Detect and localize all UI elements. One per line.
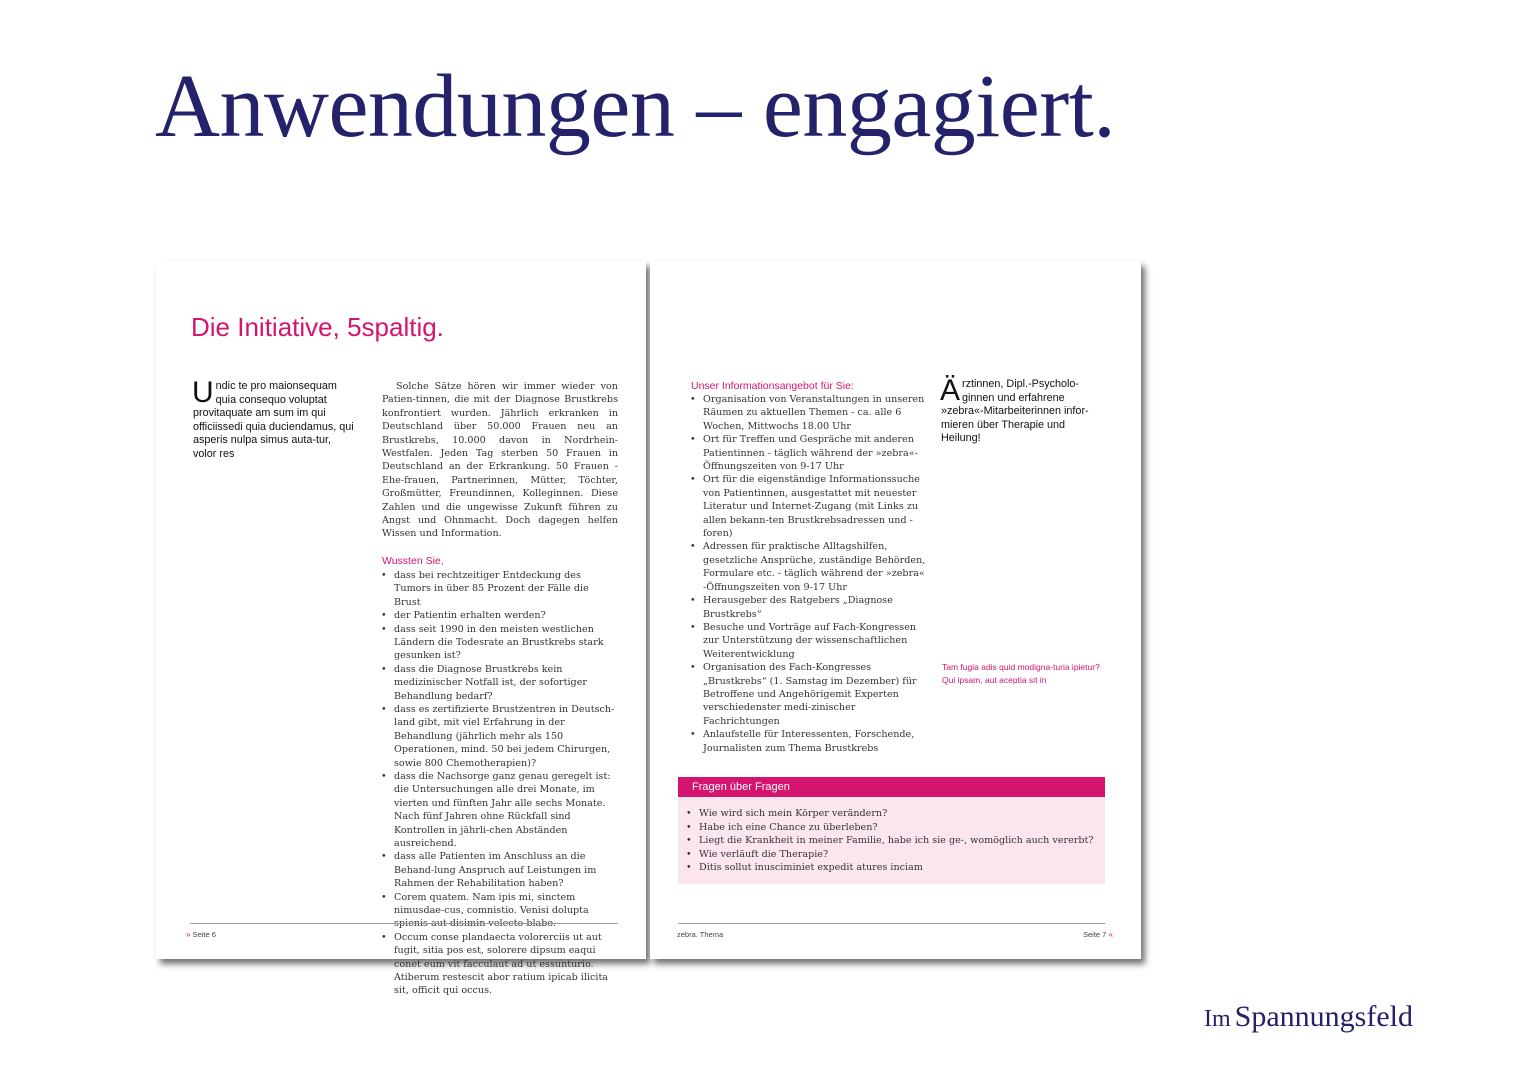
list-item: • dass es zertifizierte Brustzentren in Deutsch-land gibt, mit viel Erfahrung in der Behandlung (jährlich mehr als 150 Operationen, mind. 50 bei jedem Chirurgen, sowie 800 Chemotherapien)?: [382, 703, 618, 770]
list-item: • dass alle Patienten im Anschluss an die Behand-lung Anspruch auf Leistungen im Rahmen der Rehabilitation haben?: [382, 850, 618, 890]
page-marker-icon: «: [1108, 930, 1113, 939]
pull-quote: Tam fugia adis quid modigna-turia ipietur? Qui ipsam, aut aceptia sit in: [942, 662, 1100, 686]
intro-column: [192, 376, 355, 461]
list-item: • Habe ich eine Chance zu überleben?: [687, 821, 1105, 835]
aside-dropcap: Ä: [940, 374, 961, 407]
info-column: [691, 379, 933, 755]
faq-box: [678, 777, 1105, 884]
list-item: • dass die Diagnose Brustkrebs kein medizinischer Notfall ist, der sofortiger Behandlung bedarf?: [382, 663, 618, 703]
list-item: • Corem quatem. Nam ipis mi, sinctem nimusdae-cus, comnistio. Venisi dolupta spienis aut disimin velecto blabo.: [382, 891, 618, 931]
brand-prefix: Im: [1204, 1006, 1231, 1032]
intro-text: ndic te pro maionsequam quia consequo voluptat provitaquate am sum im qui officiissedi quia duciendamus, qui asperis nulpa simus auta-tur, volor res: [193, 380, 354, 460]
wussten-sie-list: [382, 569, 618, 998]
page-marker-icon: »: [186, 930, 191, 939]
info-list: [691, 393, 933, 755]
list-item: • Ort für die eigenständige Informationssuche von Patientinnen, ausgestattet mit neuester Literatur und Internet-Zugang (mit Links zu allen bekann-ten Brustkrebsadressen und -foren): [691, 473, 933, 540]
page-footer-left: zebra. Thema: [677, 930, 724, 939]
body-paragraph: Solche Sätze hören wir immer wieder von Patien-tinnen, die mit der Diagnose Brustkrebs konfrontiert wurden. Jährlich erkranken in Deutschland über 50.000 Frauen neu an Brustkrebs, 10.000 davon in Nordrhein-Westfalen. Jeden Tag sterben 50 Frauen in Deutschland an der Erkrankung. 50 Frauen - Ehe-frauen, Partnerinnen, Mütter, Töchter, Großmütter, Freundinnen, Kolleginnen. Diese Zahlen und die ungewisse Zukunft führen zu Angst und Ohnmacht. Doch dagegen helfen Wissen und Information.: [382, 381, 618, 540]
list-item: • Herausgeber des Ratgebers „Diagnose Brustkrebs“: [691, 594, 933, 621]
page-heading: Die Initiative, 5spaltig.: [191, 312, 444, 342]
page-footer-left: [186, 930, 216, 939]
info-heading: Unser Informationsangebot für Sie:: [691, 380, 854, 392]
list-item: • Adressen für praktische Alltagshilfen, gesetzliche Ansprüche, zuständige Behörden, Formulare etc. - täglich während der »zebra« -Öffnungszeiten von 9-17 Uhr: [691, 540, 933, 594]
list-item: • Ditis sollut inusciminiet expedit atures inciam: [687, 861, 1105, 875]
list-item: • der Patientin erhalten werden?: [382, 609, 618, 622]
body-column: [382, 380, 618, 998]
slide-title: Anwendungen – engagiert.: [155, 57, 1116, 156]
list-item: • Anlaufstelle für Interessenten, Forschende, Journalisten zum Thema Brustkrebs: [691, 728, 933, 755]
list-item: • dass seit 1990 in den meisten westlichen Ländern die Todesrate an Brustkrebs stark gesunken ist?: [382, 623, 618, 663]
list-item: • Wie wird sich mein Körper verändern?: [687, 807, 1105, 821]
list-item: • dass die Nachsorge ganz genau geregelt ist: die Untersuchungen alle drei Monate, im vierten und fünften Jahr alle sechs Monate. Nach fünf Jahren ohne Rückfall sind Kontrollen in jährli-chen Abständen ausreichend.: [382, 770, 618, 850]
aside-text: rztinnen, Dipl.-Psycholo-ginnen und erfahrene »zebra«-Mitarbeiterinnen infor-mieren über Therapie und Heilung!: [941, 378, 1089, 444]
page-number: Seite 6: [192, 930, 216, 939]
wussten-sie-heading: Wussten Sie,: [382, 554, 444, 567]
page-number: Seite 7: [1083, 930, 1107, 939]
faq-list: [687, 807, 1105, 875]
brochure-left-page: [156, 261, 646, 997]
list-item: • Organisation des Fach-Kongresses „Brustkrebs“ (1. Samstag im Dezember) für Betroffene und Angehörigemit Experten verschiedenster medi-zinischer Fachrichtungen: [691, 661, 933, 728]
list-item: • Besuche und Vorträge auf Fach-Kongressen zur Unterstützung der wissenschaftlichen Weiterentwicklung: [691, 621, 933, 661]
list-item: • Liegt die Krankheit in meiner Familie, habe ich sie ge-, womöglich auch vererbt?: [687, 834, 1105, 848]
list-item: • Ort für Treffen und Gespräche mit anderen Patientinnen - täglich während der »zebra«-Öffnungszeiten von 9-17 Uhr: [691, 433, 933, 473]
list-item: • dass bei rechtzeitiger Entdeckung des Tumors in über 85 Prozent der Fälle die Brust: [382, 569, 618, 609]
page-footer-right: [1083, 930, 1113, 939]
brand-name: Spannungsfeld: [1234, 1000, 1413, 1033]
list-item: • Wie verläuft die Therapie?: [687, 848, 1105, 862]
faq-title: Fragen über Fragen: [678, 777, 1105, 797]
footer-divider: [190, 923, 618, 924]
list-item: • Occum conse plandaecta volorerciis ut aut fugit, sitia pos est, solorere dipsum eaqui conet eum vit facculaut ad ut essunturio. Atiberum restescit abor ratium ipicab ilicita sit, officit qui occus.: [382, 931, 618, 998]
intro-dropcap: U: [192, 376, 214, 409]
aside-column: [940, 374, 1101, 446]
list-item: • Organisation von Veranstaltungen in unseren Räumen zu aktuellen Themen - ca. alle 6 Wochen, Mittwochs 18.00 Uhr: [691, 393, 933, 433]
brochure-right-page: [650, 261, 1141, 959]
brand-wordmark: [1204, 1000, 1413, 1034]
footer-divider: [678, 923, 1105, 924]
